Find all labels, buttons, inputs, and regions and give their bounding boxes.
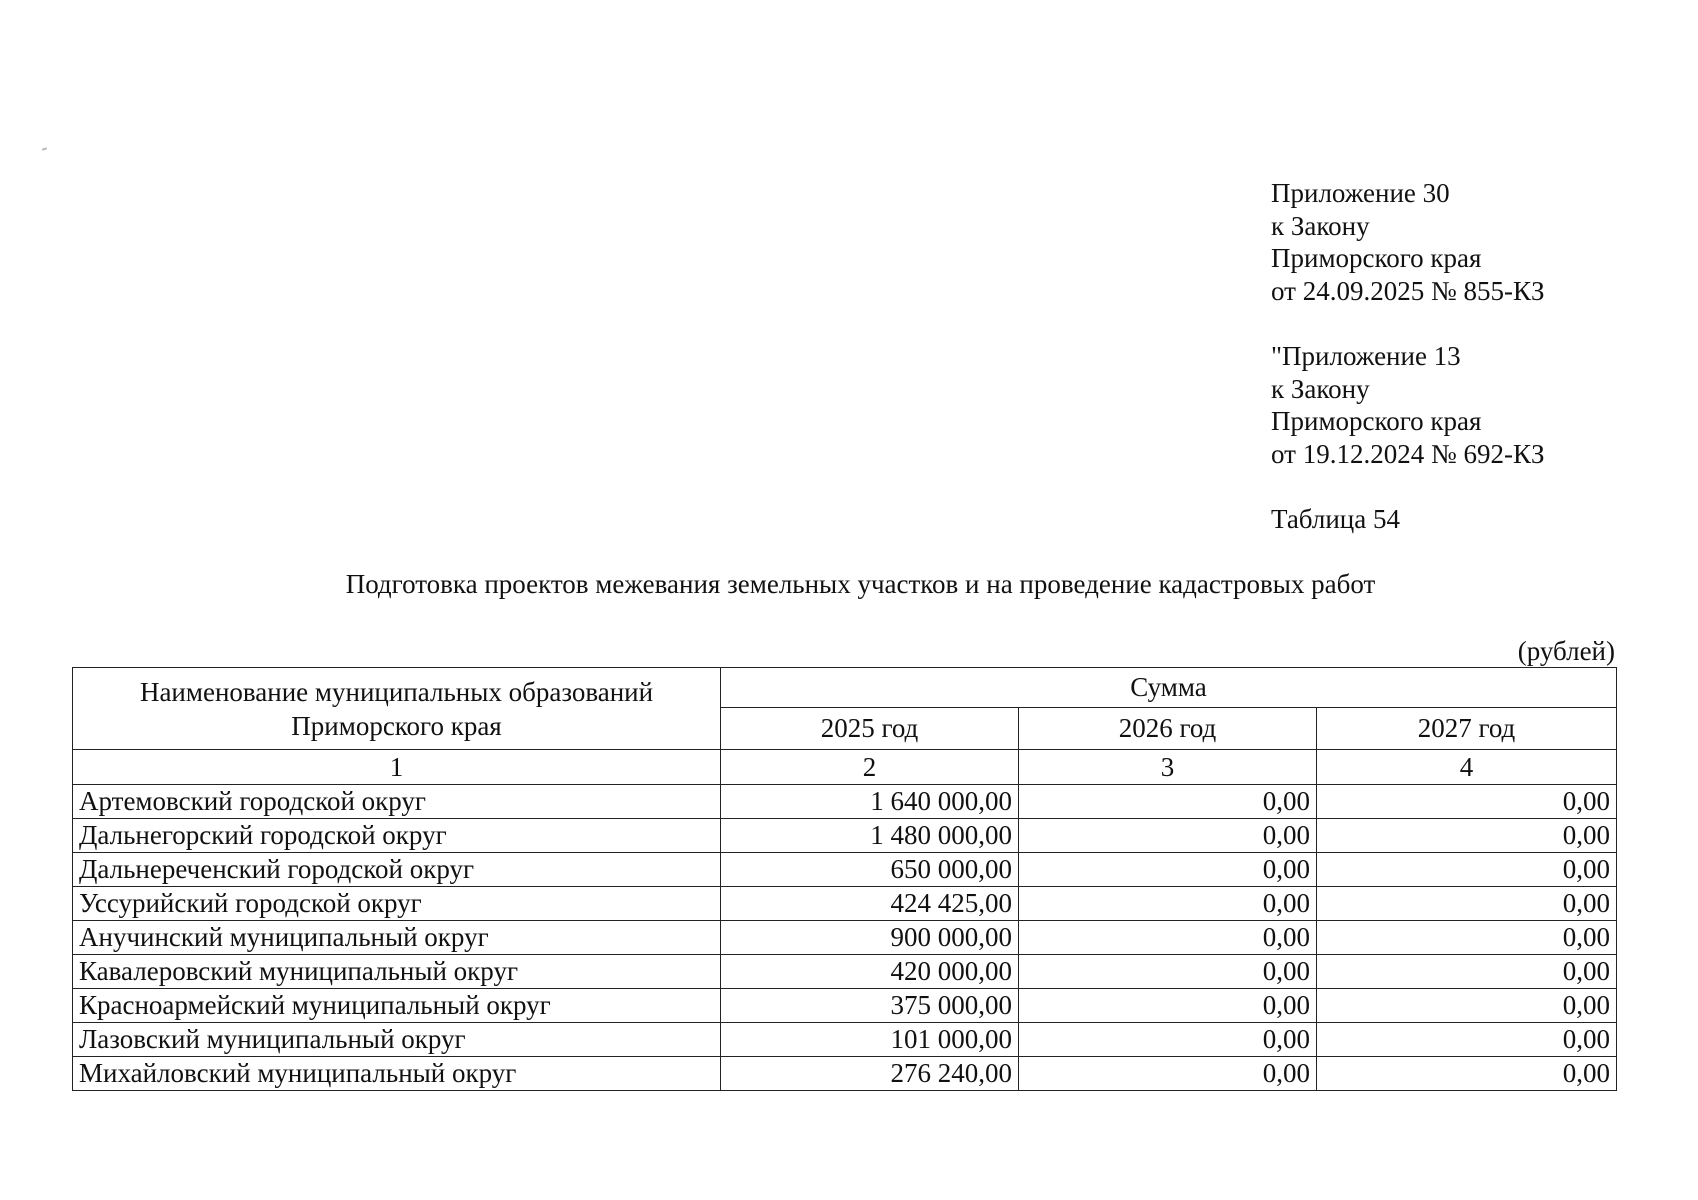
amount-2025: 101 000,00 <box>721 1023 1019 1057</box>
appendix-reference <box>1271 177 1544 307</box>
table-row <box>73 989 1617 1023</box>
amount-2026: 0,00 <box>1019 785 1317 819</box>
municipality-name: Михайловский муниципальный округ <box>73 1057 721 1091</box>
amount-2027: 0,00 <box>1317 887 1617 921</box>
municipality-name: Кавалеровский муниципальный округ <box>73 955 721 989</box>
year-2026-header: 2026 год <box>1019 708 1317 750</box>
appendix-line: к Закону <box>1271 210 1370 241</box>
amount-2026: 0,00 <box>1019 853 1317 887</box>
amount-2027: 0,00 <box>1317 853 1617 887</box>
appendix-line: Приморского края <box>1271 243 1482 273</box>
column-number: 3 <box>1019 750 1317 785</box>
municipality-column-header: Наименование муниципальных образований Приморского края <box>73 668 721 750</box>
amount-2027: 0,00 <box>1317 955 1617 989</box>
table-row <box>73 887 1617 921</box>
table-row <box>73 1023 1617 1057</box>
original-appendix-line: от 19.12.2024 № 692-КЗ <box>1271 438 1545 469</box>
amount-2025: 276 240,00 <box>721 1057 1019 1091</box>
sum-column-header: Сумма <box>721 668 1617 708</box>
municipality-name: Уссурийский городской округ <box>73 887 721 921</box>
amount-2026: 0,00 <box>1019 1057 1317 1091</box>
amount-2026: 0,00 <box>1019 921 1317 955</box>
table-label: Таблица 54 <box>1271 504 1400 534</box>
appendix-line: Приложение 30 <box>1271 178 1450 208</box>
table-row <box>73 955 1617 989</box>
amount-2025: 375 000,00 <box>721 989 1019 1023</box>
year-2027-header: 2027 год <box>1317 708 1617 750</box>
amount-2026: 0,00 <box>1019 1023 1317 1057</box>
municipality-name: Артемовский городской округ <box>73 785 721 819</box>
municipality-name: Анучинский муниципальный округ <box>73 921 721 955</box>
original-appendix-line: "Приложение 13 <box>1271 341 1461 371</box>
amount-2025: 900 000,00 <box>721 921 1019 955</box>
original-appendix-reference <box>1271 340 1544 470</box>
column-number: 2 <box>721 750 1019 785</box>
document-title: Подготовка проектов межевания земельных участков и на проведение кадастровых работ <box>345 569 1376 599</box>
municipality-name: Лазовский муниципальный округ <box>73 1023 721 1057</box>
amount-2025: 1 640 000,00 <box>721 785 1019 819</box>
amount-2027: 0,00 <box>1317 1023 1617 1057</box>
column-number: 1 <box>73 750 721 785</box>
year-2025-header: 2025 год <box>721 708 1019 750</box>
scan-speck <box>42 147 47 151</box>
table-row <box>73 921 1617 955</box>
amount-2027: 0,00 <box>1317 1057 1617 1091</box>
municipality-name: Красноармейский муниципальный округ <box>73 989 721 1023</box>
original-appendix-line: к Закону <box>1271 373 1370 404</box>
amount-2026: 0,00 <box>1019 887 1317 921</box>
original-appendix-line: Приморского края <box>1271 406 1482 436</box>
municipality-name: Дальнереченский городской округ <box>73 853 721 887</box>
column-number-row <box>73 750 1617 785</box>
amount-2025: 1 480 000,00 <box>721 819 1019 853</box>
amount-2025: 420 000,00 <box>721 955 1019 989</box>
column-number: 4 <box>1317 750 1617 785</box>
amount-2026: 0,00 <box>1019 989 1317 1023</box>
amount-2026: 0,00 <box>1019 955 1317 989</box>
amount-2025: 650 000,00 <box>721 853 1019 887</box>
table-row <box>73 1057 1617 1091</box>
amount-2027: 0,00 <box>1317 989 1617 1023</box>
table-row <box>73 819 1617 853</box>
table-row <box>73 853 1617 887</box>
header-row-top <box>73 668 1617 708</box>
amount-2027: 0,00 <box>1317 785 1617 819</box>
appendix-line: от 24.09.2025 № 855-КЗ <box>1271 275 1545 306</box>
funding-table <box>72 667 1617 1091</box>
table-row <box>73 785 1617 819</box>
unit-label: (рублей) <box>1517 636 1615 666</box>
amount-2026: 0,00 <box>1019 819 1317 853</box>
amount-2027: 0,00 <box>1317 819 1617 853</box>
amount-2025: 424 425,00 <box>721 887 1019 921</box>
amount-2027: 0,00 <box>1317 921 1617 955</box>
municipality-name: Дальнегорский городской округ <box>73 819 721 853</box>
